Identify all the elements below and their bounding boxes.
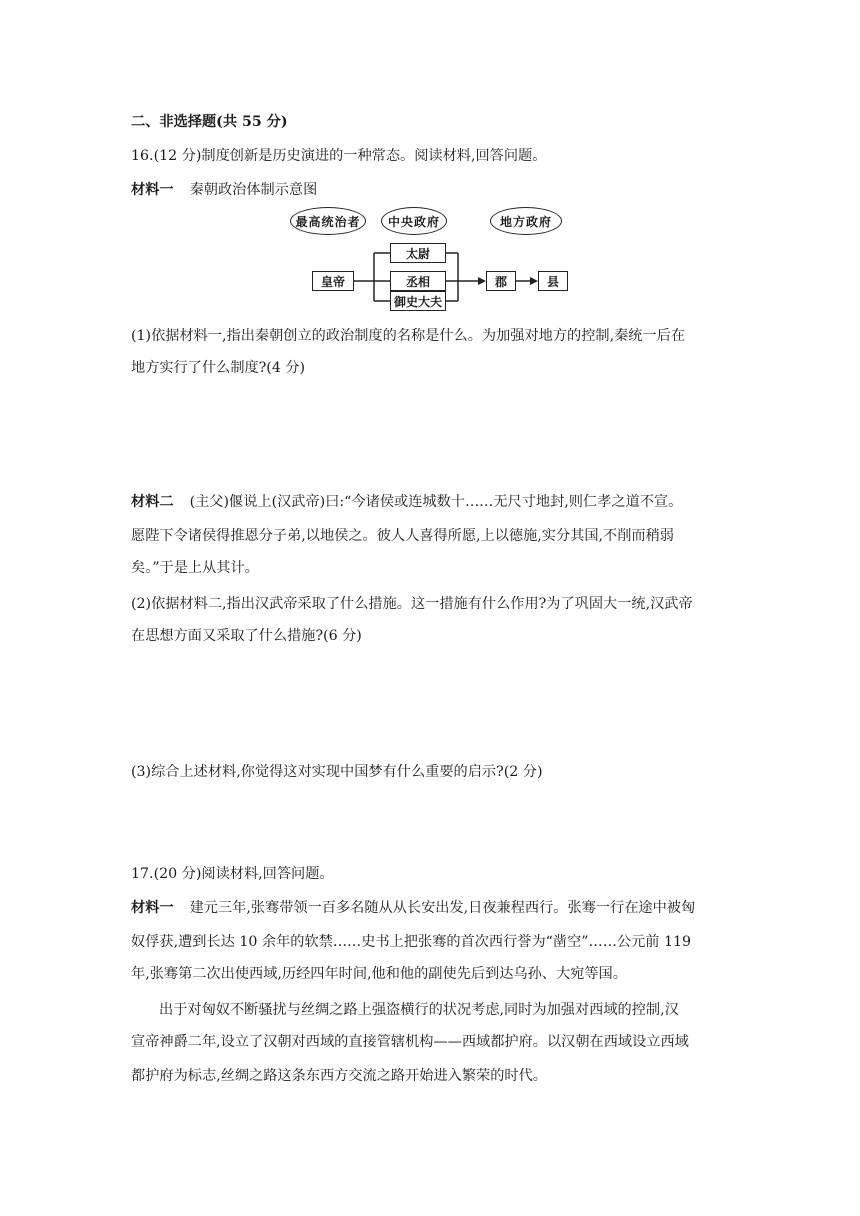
q16-material2-line1	[131, 492, 740, 512]
box-jun: 郡	[486, 271, 516, 291]
q17-stem: 17.(20 分)阅读材料,回答问题。	[131, 866, 334, 882]
box-xian: 县	[538, 271, 568, 291]
header-local-government: 地方政府	[490, 207, 562, 235]
material2-text: (主父)偃说上(汉武帝)曰:“今诸侯或连城数十……无尺寸地封,则仁孝之道不宣。	[189, 494, 683, 510]
q16-sub3: (3)综合上述材料,你觉得这对实现中国梦有什么重要的启示?(2 分)	[131, 764, 543, 780]
material-label: 材料一	[131, 182, 174, 198]
q16-stem: 16.(12 分)制度创新是历史演进的一种常态。阅读材料,回答问题。	[131, 148, 547, 164]
q17-para2-line1: 出于对匈奴不断骚扰与丝绸之路上强盗横行的状况考虑,同时为加强对西域的控制,汉	[159, 1002, 679, 1018]
q17-material1-line1	[131, 898, 740, 918]
section-title: 二、非选择题(共 55 分)	[131, 114, 288, 130]
q17-para2-line2: 宣帝神爵二年,设立了汉朝对西域的直接管辖机构——西域都护府。以汉朝在西域设立西域	[131, 1034, 689, 1050]
material-label: 材料一	[131, 900, 174, 916]
q16-sub1-line1: (1)依据材料一,指出秦朝创立的政治制度的名称是什么。为加强对地方的控制,秦统一后在	[131, 328, 686, 344]
q16-material2-line3: 矣。”于是上从其计。	[131, 560, 259, 576]
q17-material1-line3: 年,张骞第二次出使西域,历经四年时间,他和他的副使先后到达乌孙、大宛等国。	[131, 966, 627, 982]
box-taiwei: 太尉	[390, 243, 446, 263]
diagram-caption: 秦朝政治体制示意图	[189, 182, 318, 198]
q17-material1-line2: 奴俘获,遭到长达 10 余年的软禁……史书上把张骞的首次西行誉为“凿空”……公元前 119	[131, 934, 692, 950]
material-label: 材料二	[131, 494, 174, 510]
box-emperor: 皇帝	[312, 271, 354, 291]
qin-political-system-diagram	[290, 205, 580, 315]
q16-sub2-line2: 在思想方面又采取了什么措施?(6 分)	[131, 628, 362, 644]
q16-material1-heading	[131, 180, 740, 200]
q17-para2-line3: 都护府为标志,丝绸之路这条东西方交流之路开始进入繁荣的时代。	[131, 1068, 547, 1084]
q17-material1-text: 建元三年,张骞带领一百多名随从从长安出发,日夜兼程西行。张骞一行在途中被匈	[189, 900, 696, 916]
box-chengxiang: 丞相	[390, 271, 446, 291]
header-supreme-ruler: 最高统治者	[290, 207, 366, 235]
q16-sub1-line2: 地方实行了什么制度?(4 分)	[131, 360, 306, 376]
header-central-government: 中央政府	[381, 207, 447, 235]
q16-sub2-line1: (2)依据材料二,指出汉武帝采取了什么措施。这一措施有什么作用?为了巩固大一统,汉武帝	[131, 596, 693, 612]
box-yushidafu: 御史大夫	[390, 291, 446, 311]
q16-material2-line2: 愿陛下令诸侯得推恩分子弟,以地侯之。彼人人喜得所愿,上以德施,实分其国,不削而稍弱	[131, 528, 674, 544]
